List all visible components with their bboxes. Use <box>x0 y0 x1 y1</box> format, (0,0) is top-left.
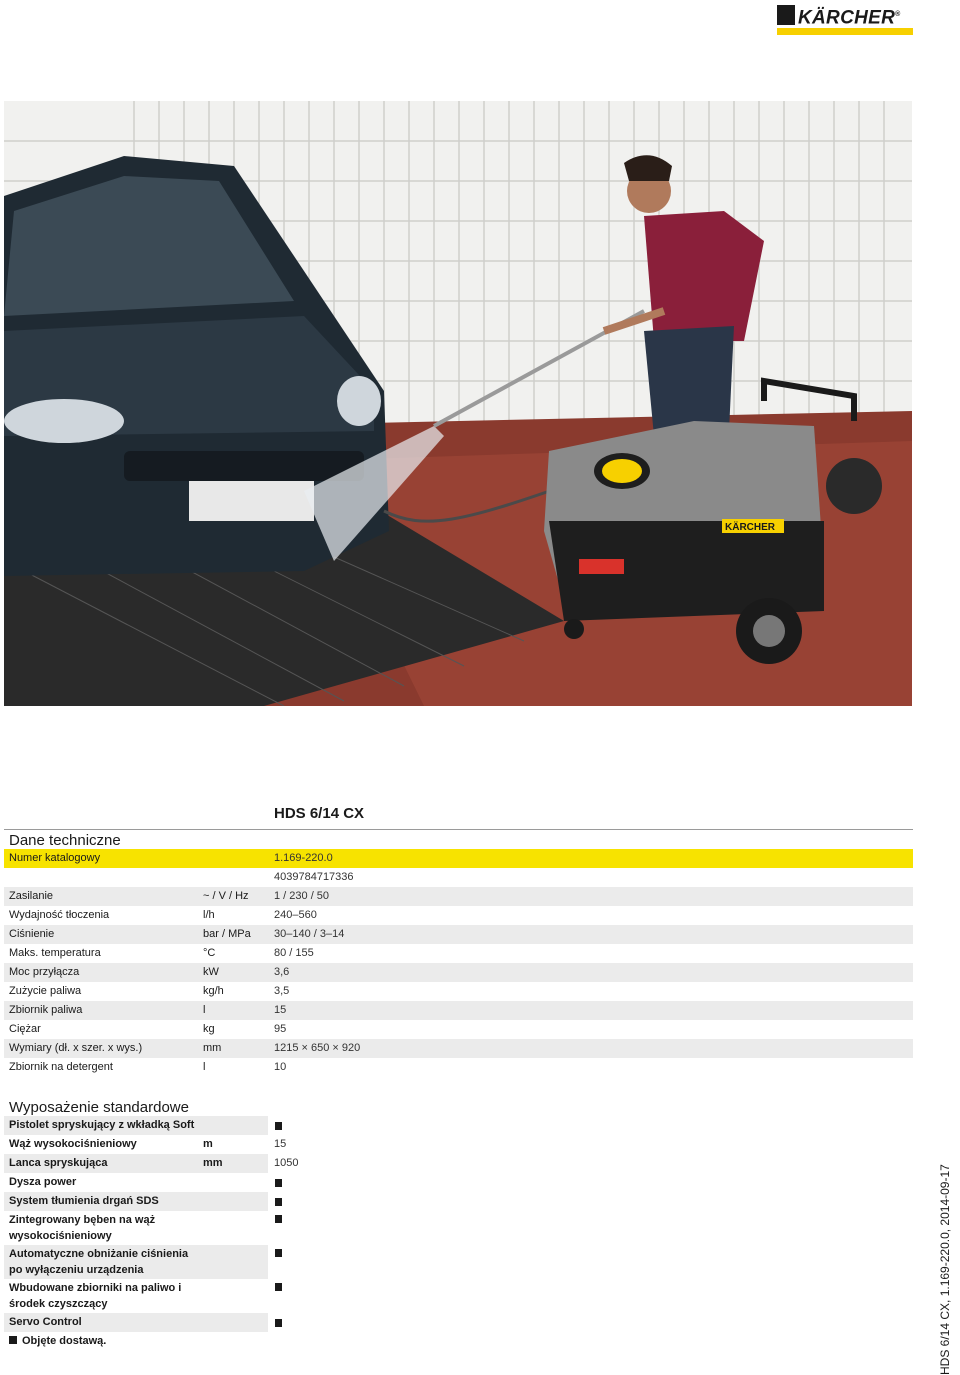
equipment-value-cell <box>268 1116 913 1135</box>
included-square-icon <box>275 1122 282 1130</box>
spec-label: Ciężar <box>9 1023 41 1035</box>
spec-value: 4039784717336 <box>274 871 354 883</box>
equipment-row <box>4 1154 913 1173</box>
equipment-label: Pistolet spryskujący z wkładką Soft <box>9 1119 195 1131</box>
spec-value: 1215 × 650 × 920 <box>274 1042 361 1054</box>
equipment-row <box>4 1173 913 1192</box>
equipment-label: Dysza power <box>9 1176 77 1188</box>
equipment-label: System tłumienia drgań SDS <box>9 1195 159 1207</box>
equipment-unit: mm <box>203 1157 223 1169</box>
included-square-icon <box>275 1198 282 1206</box>
spec-row <box>4 849 913 868</box>
equipment-row <box>4 1192 913 1211</box>
equipment-value-cell <box>268 1154 913 1173</box>
product-photo <box>4 101 912 706</box>
logo-emblem-icon <box>777 5 795 25</box>
equipment-row <box>4 1211 913 1245</box>
spec-label: Zbiornik na detergent <box>9 1061 113 1073</box>
spec-row <box>4 887 913 906</box>
logo-wordmark: KÄRCHER® <box>798 7 901 29</box>
spec-label: Wydajność tłoczenia <box>9 909 110 921</box>
spec-value: 95 <box>274 1023 287 1035</box>
included-square-icon <box>275 1249 282 1257</box>
equipment-value-cell <box>268 1245 913 1279</box>
equipment-unit: m <box>203 1138 213 1150</box>
spec-value: 3,5 <box>274 985 290 997</box>
spec-row <box>4 1039 913 1058</box>
specs-title: Dane techniczne <box>9 832 121 849</box>
spec-row <box>4 982 913 1001</box>
spec-value: 3,6 <box>274 966 290 978</box>
spec-label: Wymiary (dł. x szer. x wys.) <box>9 1042 143 1054</box>
spec-value: 80 / 155 <box>274 947 314 959</box>
spec-label: Zbiornik paliwa <box>9 1004 83 1016</box>
spec-row <box>4 925 913 944</box>
specs-table <box>4 849 913 1077</box>
spec-value: 30–140 / 3–14 <box>274 928 345 940</box>
equipment-row <box>4 1245 913 1279</box>
spec-row <box>4 944 913 963</box>
included-square-icon <box>275 1179 282 1187</box>
logo-yellow-bar <box>777 28 913 35</box>
spec-label: Zasilanie <box>9 890 54 902</box>
equipment-row <box>4 1279 913 1313</box>
spec-row <box>4 906 913 925</box>
spec-unit: l <box>203 1061 206 1073</box>
equipment-title: Wyposażenie standardowe <box>9 1099 189 1116</box>
equipment-value: 1050 <box>274 1157 299 1169</box>
spec-unit: l/h <box>203 909 215 921</box>
spec-unit: bar / MPa <box>203 928 251 940</box>
included-square-icon <box>275 1319 282 1327</box>
equipment-row <box>4 1116 913 1135</box>
document-footer-id: HDS 6/14 CX, 1.169-220.0, 2014-09-17 <box>938 1164 952 1375</box>
included-square-icon <box>9 1336 17 1344</box>
equipment-value-cell <box>268 1313 913 1332</box>
product-title: HDS 6/14 CX <box>274 805 365 822</box>
equipment-label: Wąż wysokociśnieniowy <box>9 1138 137 1150</box>
spec-label: Moc przyłącza <box>9 966 80 978</box>
spec-unit: kg <box>203 1023 215 1035</box>
spec-unit: kg/h <box>203 985 224 997</box>
legend-text: Objęte dostawą. <box>22 1335 107 1347</box>
spec-label: Numer katalogowy <box>9 852 101 864</box>
equipment-row <box>4 1313 913 1332</box>
equipment-label: Lanca spryskująca <box>9 1157 108 1169</box>
equipment-label: Wbudowane zbiorniki na paliwo i środek czyszczący <box>9 1282 182 1310</box>
spec-value: 10 <box>274 1061 287 1073</box>
spec-unit: kW <box>203 966 219 978</box>
included-square-icon <box>275 1283 282 1291</box>
included-square-icon <box>275 1215 282 1223</box>
spec-unit: l <box>203 1004 206 1016</box>
spec-label: Ciśnienie <box>9 928 55 940</box>
spec-unit: ~ / V / Hz <box>203 890 249 902</box>
equipment-value: 15 <box>274 1138 287 1150</box>
spec-row <box>4 1058 913 1077</box>
equipment-label: Servo Control <box>9 1316 82 1328</box>
equipment-table <box>4 1116 913 1332</box>
spec-row <box>4 1001 913 1020</box>
svg-text:KÄRCHER: KÄRCHER <box>725 522 775 533</box>
equipment-label: Automatyczne obniżanie ciśnienia po wyłączeniu urządzenia <box>9 1248 189 1276</box>
title-divider <box>4 829 913 830</box>
legend <box>9 1335 106 1347</box>
spec-label: Zużycie paliwa <box>9 985 82 997</box>
equipment-value-cell <box>268 1192 913 1211</box>
spec-row <box>4 868 913 887</box>
spec-unit: mm <box>203 1042 222 1054</box>
spec-row <box>4 1020 913 1039</box>
spec-value: 240–560 <box>274 909 317 921</box>
spec-value: 1.169-220.0 <box>274 852 333 864</box>
spec-value: 15 <box>274 1004 287 1016</box>
spec-label: Maks. temperatura <box>9 947 101 959</box>
karcher-logo <box>777 5 913 35</box>
equipment-label: Zintegrowany bęben na wąż wysokociśnieniowy <box>9 1214 156 1242</box>
spec-row <box>4 963 913 982</box>
spec-unit: °C <box>203 947 216 959</box>
equipment-row <box>4 1135 913 1154</box>
spec-value: 1 / 230 / 50 <box>274 890 330 902</box>
